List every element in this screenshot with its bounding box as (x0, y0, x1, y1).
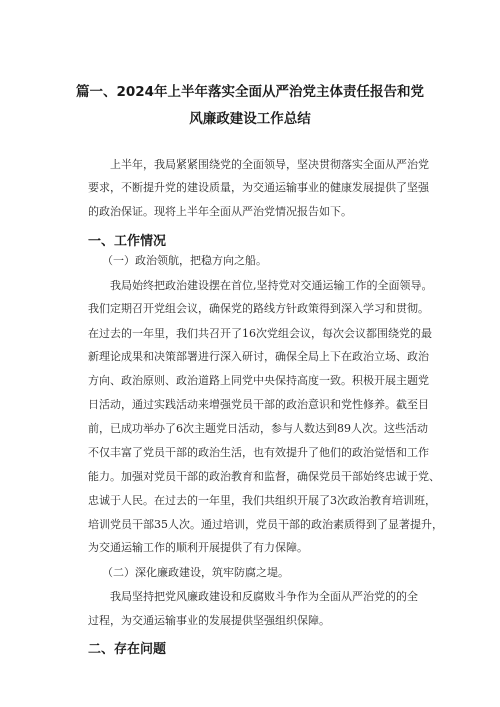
subsection-heading-integrity: （二）深化廉政建设，筑牢防腐之堤。 (102, 566, 289, 579)
paragraph-line: 新理论成果和决策部署进行深入研讨，确保全局上下在政治立场、政治 (88, 350, 429, 363)
paragraph-line: 方向、政治原则、政治道路上同党中央保持高度一致。积极开展主题党 (88, 374, 429, 387)
paragraph-line: 为交通运输工作的顺利开展提供了有力保障。 (88, 541, 308, 554)
paragraph-line: 不仅丰富了党员干部的政治生活，也有效提升了他们的政治觉悟和工作 (88, 446, 429, 459)
paragraph-line: 日活动，通过实践活动来增强党员干部的政治意识和党性修养。截至目 (88, 398, 429, 411)
paragraph-line: 前，已成功举办了6次主题党日活动，参与人数达到89人次。这些活动 (88, 422, 428, 435)
paragraph-line: 我们定期召开党组会议，确保党的路线方针政策得到深入学习和贯彻。 (88, 302, 429, 315)
document-title-line-2: 风廉政建设工作总结 (189, 111, 311, 127)
paragraph-line: 能力。加强对党员干部的政治教育和监督，确保党员干部始终忠诚于党、 (88, 470, 440, 483)
paragraph-line: 忠诚于人民。在过去的一年里，我们共组织开展了3次政治教育培训班， (88, 494, 436, 507)
intro-line: 的政治保证。现将上半年全面从严治党情况报告如下。 (88, 205, 352, 218)
intro-line: 要求，不断提升党的建设质量，为交通运输事业的健康发展提供了坚强 (88, 181, 429, 194)
paragraph-line: 我局坚持把党风廉政建设和反腐败斗争作为全面从严治党的的全 (110, 590, 418, 603)
section-heading-work: 一、工作情况 (88, 234, 167, 249)
document-title-line-1: 篇一、2024年上半年落实全面从严治党主体责任报告和党 (75, 84, 425, 100)
paragraph-line: 过程，为交通运输事业的发展提供坚强组织保障。 (88, 614, 330, 627)
paragraph-line: 培训党员干部35人次。通过培训，党员干部的政治素质得到了显著提升， (88, 518, 443, 531)
subsection-heading-politics: （一）政治领航，把稳方向之船。 (102, 254, 267, 267)
paragraph-line: 在过去的一年里，我们共召开了16次党组会议，每次会议都围绕党的最 (88, 327, 432, 340)
section-heading-problems: 二、存在问题 (88, 642, 167, 657)
paragraph-line: 我局始终把政治建设摆在首位,坚持党对交通运输工作的全面领导。 (110, 279, 433, 292)
intro-line: 上半年，我局紧紧围绕党的全面领导，坚决贯彻落实全面从严治党 (110, 158, 429, 171)
